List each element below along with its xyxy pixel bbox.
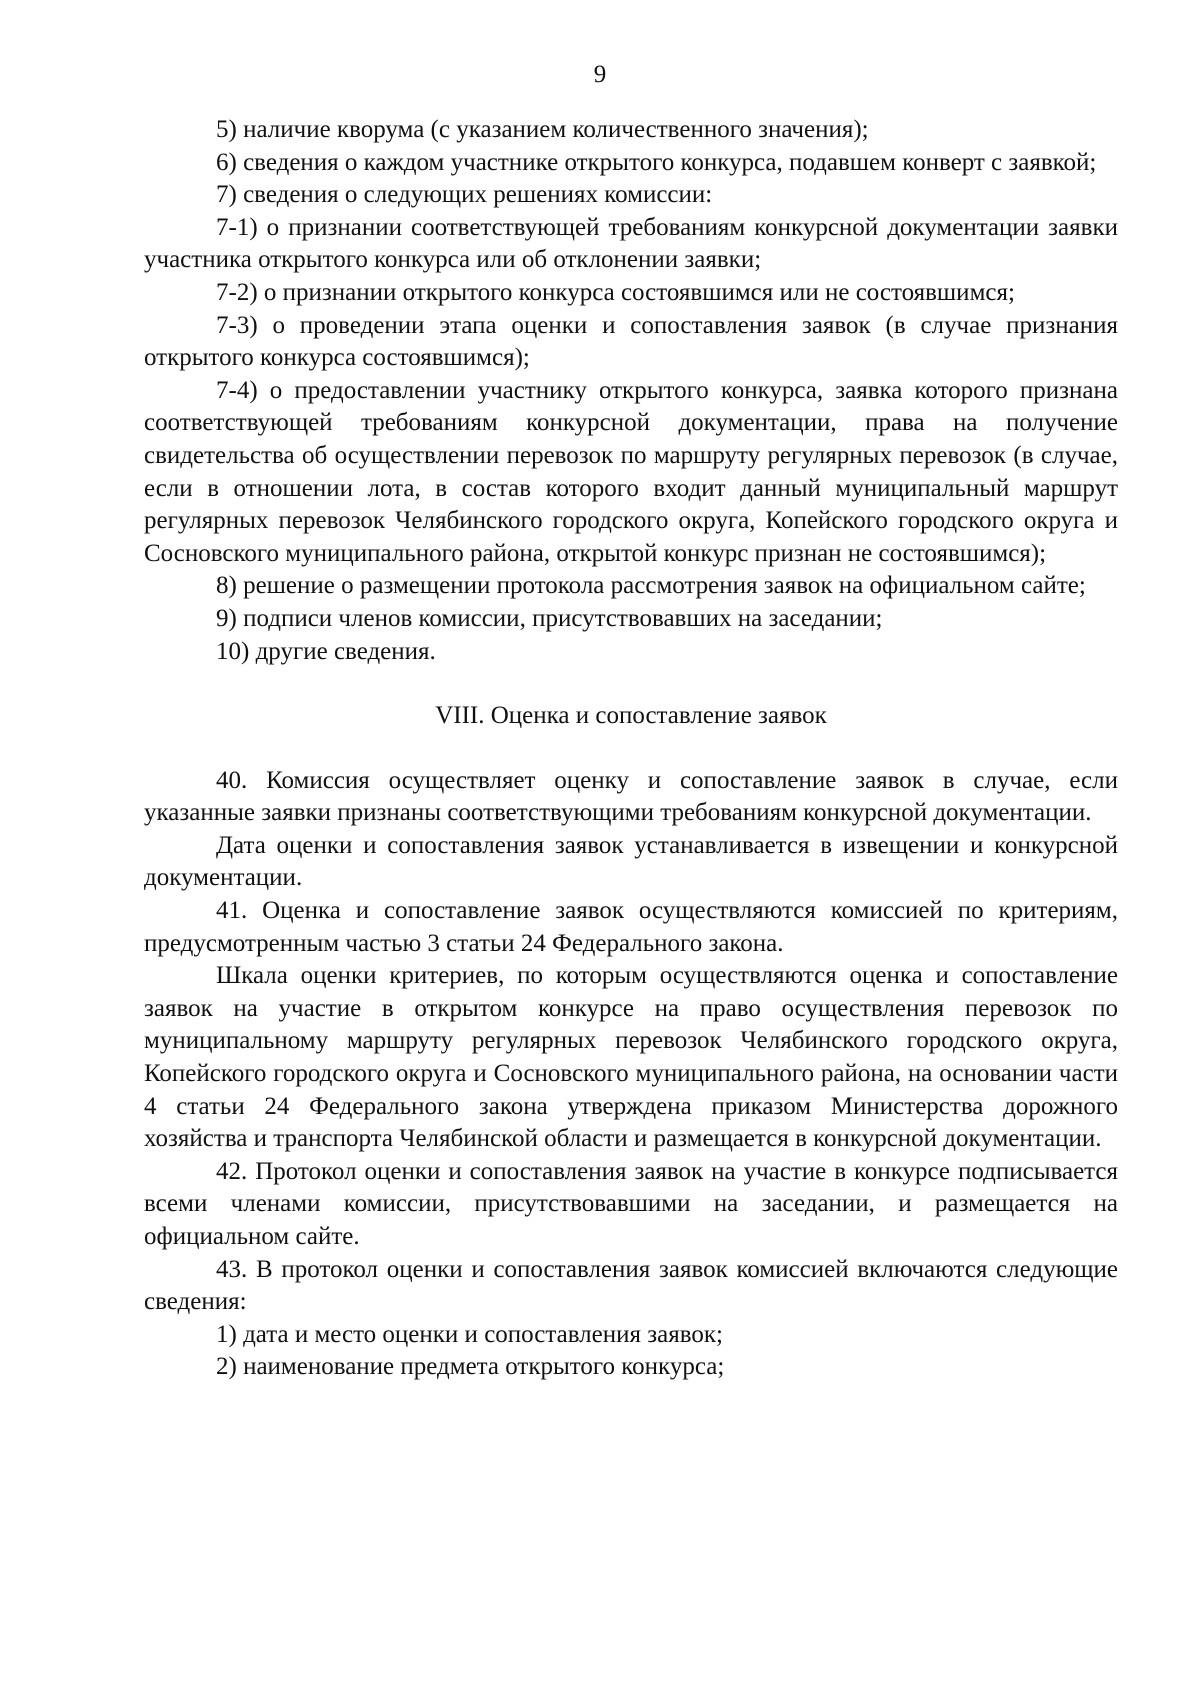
page-number: 9	[593, 61, 607, 88]
paragraph-40-date: Дата оценки и сопоставления заявок устанавливается в извещении и конкурсной документации.	[144, 831, 1118, 892]
list-item-9: 9) подписи членов комиссии, присутствовавших на заседании;	[216, 604, 883, 632]
document-body	[144, 114, 1118, 1384]
list-item-8: 8) решение о размещении протокола рассмотрения заявок на официальном сайте;	[216, 572, 1086, 600]
paragraph-41: 41. Оценка и сопоставление заявок осуществляются комиссией по критериям, предусмотренным частью 3 статьи 24 Федерального закона.	[144, 897, 1118, 957]
list-item-43-1: 1) дата и место оценки и сопоставления заявок;	[216, 1320, 723, 1348]
list-item-7-3: 7-3) о проведении этапа оценки и сопоставления заявок (в случае признания открытого конкурса состоявшимся);	[144, 311, 1118, 372]
paragraph-43: 43. В протокол оценки и сопоставления заявок комиссией включаются следующие сведения:	[144, 1255, 1118, 1316]
list-item-43-2: 2) наименование предмета открытого конкурса;	[216, 1353, 725, 1381]
paragraph-41-scale: Шкала оценки критериев, по которым осуществляются оценка и сопоставление заявок на участие в открытом конкурсе на право осуществления перевозок по муниципальному маршруту регулярных перевозок Челябинского городского округа, Копейского городского округа и Сосновского муниципального района, на основании части 4 статьи 24 Федерального закона утверждена приказом Министерства дорожного хозяйства и транспорта Челябинской области и размещается в конкурсной документации.	[144, 962, 1118, 1153]
list-item-7-4: 7-4) о предоставлении участнику открытого конкурса, заявка которого признана соответствующей требованиям конкурсной документации, права на получение свидетельства об осуществлении перевозок по маршруту регулярных перевозок (в случае, если в отношении лота, в состав которого входит данный муниципальный маршрут регулярных перевозок Челябинского городского округа, Копейского городского округа и Сосновского муниципального района, открытой конкурс признан не состоявшимся);	[144, 376, 1118, 567]
list-item-7-2: 7-2) о признании открытого конкурса состоявшимся или не состоявшимся;	[216, 278, 1015, 306]
paragraph-42: 42. Протокол оценки и сопоставления заявок на участие в конкурсе подписывается всеми членами комиссии, присутствовавшими на заседании, и размещается на официальном сайте.	[144, 1157, 1118, 1250]
section-heading: VIII. Оценка и сопоставление заявок	[435, 702, 827, 730]
list-item-10: 10) другие сведения.	[216, 637, 436, 665]
list-item-7-1: 7-1) о признании соответствующей требованиям конкурсной документации заявки участника открытого конкурса или об отклонении заявки;	[144, 213, 1118, 274]
paragraph-40: 40. Комиссия осуществляет оценку и сопоставление заявок в случае, если указанные заявки признаны соответствующими требованиям конкурсной документации.	[144, 766, 1118, 827]
list-item-5: 5) наличие кворума (с указанием количественного значения);	[216, 116, 869, 143]
list-item-6: 6) сведения о каждом участнике открытого конкурса, подавшем конверт с заявкой;	[216, 148, 1097, 176]
list-item-7: 7) сведения о следующих решениях комиссии:	[216, 181, 713, 209]
